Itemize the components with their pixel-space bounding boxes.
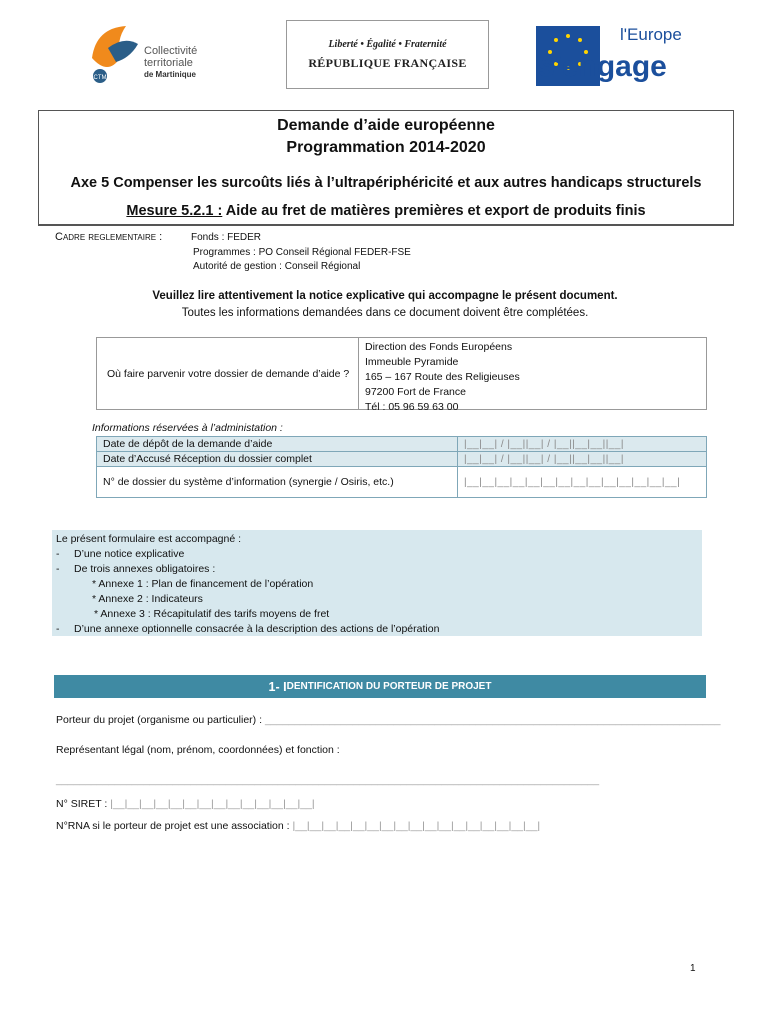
rna-line [56, 820, 540, 832]
title-box [38, 110, 734, 226]
porteur-label: Porteur du projet (organisme ou particulier) : [56, 714, 263, 726]
admin-row-label: N° de dossier du système d’information (synergie / Osiris, etc.) [97, 467, 458, 498]
list-item: * Annexe 1 : Plan de financement de l’opération [92, 578, 314, 590]
table-row [97, 467, 707, 498]
document-title: Demande d’aide européenne [277, 117, 495, 134]
address-line: Tél : 05 96 59 63 00 [365, 401, 459, 413]
address-line: Immeuble Pyramide [365, 356, 459, 368]
notice-line1: Veuillez lire attentivement la notice explicative qui accompagne le présent document. [152, 290, 618, 302]
ctm-logo [86, 18, 210, 90]
svg-text:l'Europe: l'Europe [620, 25, 682, 44]
svg-text:Collectivité: Collectivité [144, 45, 198, 57]
section-number: 1- [268, 679, 280, 694]
rf-motto: Liberté • Égalité • Fraternité [328, 38, 447, 50]
programmation-title: Programmation 2014-2020 [286, 139, 486, 156]
siret-label: N° SIRET : [56, 798, 108, 810]
cadre-fonds: Fonds : FEDER [191, 232, 262, 243]
cadre-autorite: Autorité de gestion : Conseil Régional [193, 261, 361, 272]
rna-label: N°RNA si le porteur de projet est une association : [56, 820, 290, 832]
svg-text:s'engage: s'engage [538, 50, 667, 83]
table-row [97, 437, 707, 452]
mesure-text: Aide au fret de matières premières et export de produits finis [222, 203, 646, 219]
list-item: - D’une annexe optionnelle consacrée à la description des actions de l’opération [56, 623, 440, 635]
representant-input[interactable]: _____________________________________________________________________________________________ [56, 774, 600, 786]
porteur-input[interactable]: ______________________________________________________________________________ [264, 714, 721, 726]
date-depot-field[interactable]: |__|__| / |__||__| / |__||__|__||__| [458, 437, 707, 452]
porteur-line [56, 714, 720, 726]
address-line: Direction des Fonds Européens [365, 341, 513, 353]
accompanying-documents-box [52, 530, 702, 636]
admin-table [96, 436, 707, 498]
list-item: - D’une notice explicative [56, 548, 185, 560]
europe-sengage-logo [536, 20, 682, 92]
table-row [97, 452, 707, 467]
address-line: 165 – 167 Route des Religieuses [365, 371, 520, 383]
republique-francaise-logo [286, 20, 489, 89]
svg-text:territoriale: territoriale [144, 57, 193, 69]
siret-line [56, 798, 315, 810]
list-item: * Annexe 2 : Indicateurs [92, 593, 203, 605]
rf-name: RÉPUBLIQUE FRANÇAISE [308, 55, 467, 70]
where-to-send-box [96, 337, 707, 413]
address-line: 97200 Fort de France [365, 386, 466, 398]
cadre-programmes: Programmes : PO Conseil Régional FEDER-FSE [193, 247, 411, 258]
page-number: 1 [690, 963, 696, 974]
rna-input[interactable]: |__|__|__|__|__|__|__|__|__|__|__|__|__|__|__|__|__| [292, 820, 541, 832]
dossier-number-field[interactable]: |__|__|__|__|__|__|__|__|__|__|__|__|__|__| [458, 467, 707, 498]
list-item: * Annexe 3 : Récapitulatif des tarifs moyens de fret [94, 608, 330, 620]
representant-label: Représentant légal (nom, prénom, coordonnées) et fonction : [56, 744, 340, 756]
axe-title: Axe 5 Compenser les surcoûts liés à l’ultrapériphéricité et aux autres handicaps structurels [70, 175, 702, 191]
where-question: Où faire parvenir votre dossier de demande d’aide ? [97, 338, 359, 409]
where-address [359, 338, 706, 413]
list-item: - De trois annexes obligatoires : [56, 563, 216, 575]
accompanying-intro: Le présent formulaire est accompagné : [56, 533, 242, 545]
notice-line2: Toutes les informations demandées dans ce document doivent être complétées. [181, 307, 589, 319]
section-header-identification [54, 675, 706, 698]
svg-text:CTM: CTM [93, 75, 107, 81]
admin-label: Informations réservées à l’administation : [92, 422, 283, 434]
siret-input[interactable]: |__|__|__|__|__|__|__|__|__|__|__|__|__|__| [110, 798, 315, 810]
date-accuse-field[interactable]: |__|__| / |__||__| / |__||__|__||__| [458, 452, 707, 467]
mesure-label: Mesure 5.2.1 : [126, 203, 223, 219]
admin-row-label: Date d’Accusé Réception du dossier complet [97, 452, 458, 467]
section-first-letter: I [283, 679, 287, 694]
admin-row-label: Date de dépôt de la demande d’aide [97, 437, 458, 452]
section-title-rest: DENTIFICATION DU PORTEUR DE PROJET [286, 681, 492, 692]
mesure-title [39, 203, 733, 219]
cadre-label: Cadre reglementaire : [55, 231, 163, 243]
svg-text:de Martinique: de Martinique [144, 70, 197, 79]
